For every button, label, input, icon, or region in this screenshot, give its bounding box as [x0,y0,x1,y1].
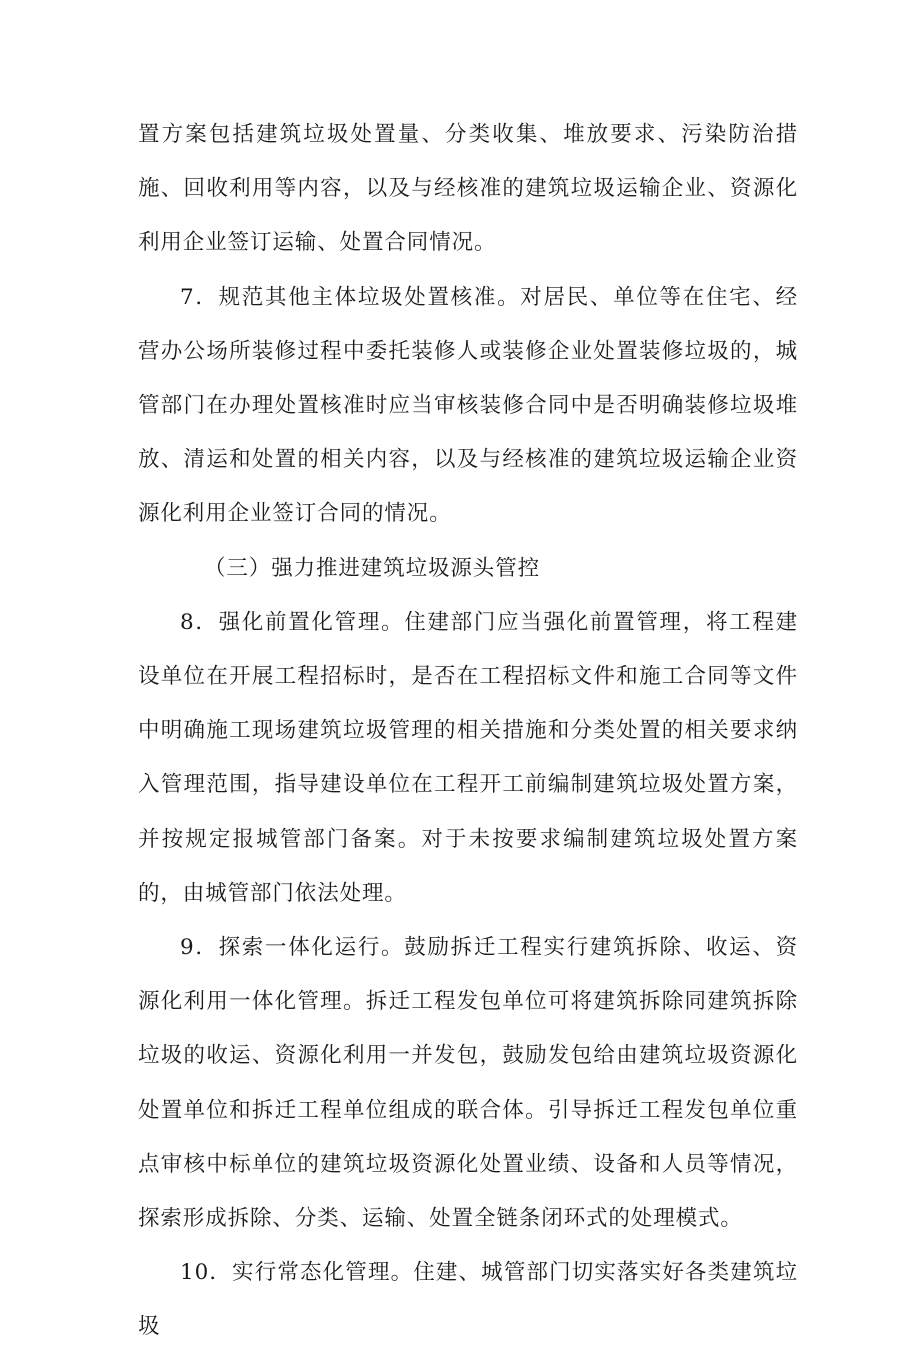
paragraph-item-9: 9．探索一体化运行。鼓励拆迁工程实行建筑拆除、收运、资源化利用一体化管理。拆迁工程发包单位可将建筑拆除同建筑拆除垃圾的收运、资源化利用一并发包，鼓励发包给由建筑垃圾资源化处置单位和拆迁工程单位组成的联合体。引导拆迁工程发包单位重点审核中标单位的建筑垃圾资源化处置业绩、设备和人员等情况，探索形成拆除、分类、运输、处置全链条闭环式的处理模式。 [138,935,798,1232]
document-body [138,108,798,1355]
paragraph-item-7: 7．规范其他主体垃圾处置核准。对居民、单位等在住宅、经营办公场所装修过程中委托装修人或装修企业处置装修垃圾的，城管部门在办理处置核准时应当审核装修合同中是否明确装修垃圾堆放、清运和处置的相关内容，以及与经核准的建筑垃圾运输企业资源化利用企业签订合同的情况。 [138,284,798,527]
paragraph-item-10: 10．实行常态化管理。住建、城管部门切实落实好各类建筑垃圾 [138,1260,798,1340]
section-heading-3: （三）强力推进建筑垃圾源头管控 [204,555,541,581]
paragraph-continuation: 置方案包括建筑垃圾处置量、分类收集、堆放要求、污染防治措施、回收利用等内容，以及与经核准的建筑垃圾运输企业、资源化利用企业签订运输、处置合同情况。 [138,122,798,256]
paragraph-item-8: 8．强化前置化管理。住建部门应当强化前置管理，将工程建设单位在开展工程招标时，是否在工程招标文件和施工合同等文件中明确施工现场建筑垃圾管理的相关措施和分类处置的相关要求纳入管理范围，指导建设单位在工程开工前编制建筑垃圾处置方案，并按规定报城管部门备案。对于未按要求编制建筑垃圾处置方案的，由城管部门依法处理。 [138,609,798,906]
